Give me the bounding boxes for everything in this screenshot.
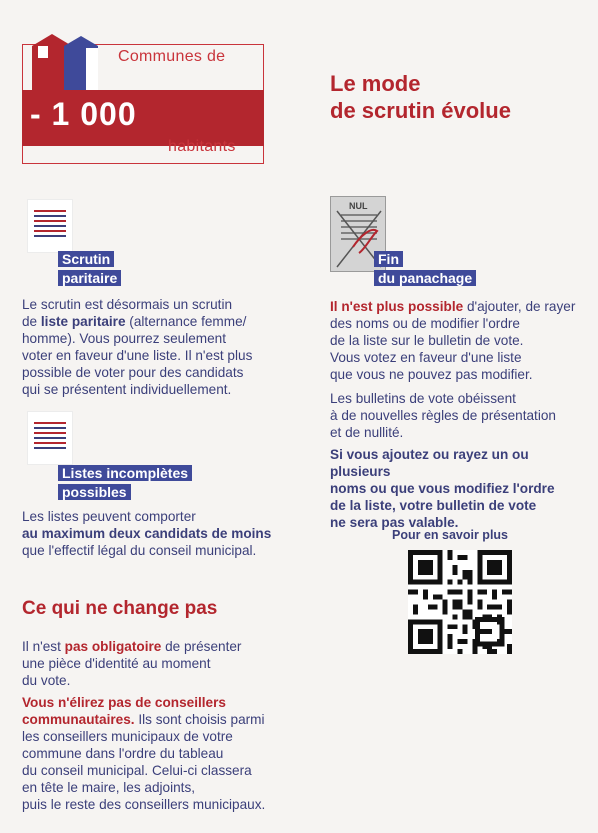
text-line: des noms ou de modifier l'ordre — [330, 316, 520, 331]
text-line: Si vous ajoutez ou rayez un ou plusieurs — [330, 447, 529, 479]
fin-tag — [374, 250, 476, 288]
listes-tag — [58, 464, 192, 502]
listes-text — [22, 508, 312, 559]
text-line: communautaires. Ils sont choisis parmi — [22, 712, 265, 727]
text-line: et de nullité. — [330, 425, 404, 440]
page-title — [330, 70, 511, 124]
text-line: Il n'est pas obligatoire de présenter — [22, 639, 242, 654]
text-line: du vote. — [22, 673, 71, 688]
text-line: Vous n'élirez pas de conseillers — [22, 695, 226, 710]
text-line: Vous votez en faveur d'une liste — [330, 350, 522, 365]
qr-label: Pour en savoir plus — [392, 528, 509, 542]
text-line: Le scrutin est désormais un scrutin — [22, 297, 233, 312]
population-banner — [22, 44, 264, 164]
text-line: possible de voter pour des candidats — [22, 365, 244, 380]
text-line: à de nouvelles règles de présentation — [330, 408, 556, 423]
listes-tag-line1: Listes incomplètes — [58, 465, 192, 481]
text-line: une pièce d'identité au moment — [22, 656, 211, 671]
text-line: au maximum deux candidats de moins — [22, 526, 272, 541]
text-line: Les listes peuvent comporter — [22, 509, 196, 524]
fin-text-3 — [330, 446, 592, 531]
fin-tag-line2: du panachage — [374, 270, 476, 286]
fin-text-2 — [330, 390, 592, 441]
text-line: homme). Vous pourrez seulement — [22, 331, 227, 346]
text-line: commune dans l'ordre du tableau — [22, 746, 224, 761]
null-ballot-label: NUL — [349, 201, 368, 211]
unchanged-text-1 — [22, 638, 322, 689]
text-line: que l'effectif légal du conseil municipal. — [22, 543, 257, 558]
ballot-list-icon — [28, 200, 72, 252]
fin-text-1 — [330, 298, 592, 383]
page-title-line2: de scrutin évolue — [330, 98, 511, 123]
text-line: de liste paritaire (alternance femme/ — [22, 314, 247, 329]
banner-number: - 1 000 — [30, 96, 137, 132]
qr-code[interactable] — [408, 550, 512, 654]
scrutin-tag-line1: Scrutin — [58, 251, 114, 267]
text-line: Les bulletins de vote obéissent — [330, 391, 516, 406]
text-line: ne sera pas valable. — [330, 515, 459, 530]
banner-top-text: Communes de — [118, 48, 226, 65]
text-line: Il n'est plus possible d'ajouter, de rayer — [330, 299, 576, 314]
building-icon — [64, 36, 98, 92]
text-line: du conseil municipal. Celui-ci classera — [22, 763, 252, 778]
ballot-list-icon — [28, 412, 72, 464]
text-line: qui se présentent individuellement. — [22, 382, 232, 397]
text-line: de la liste, votre bulletin de vote — [330, 498, 537, 513]
unchanged-text-2 — [22, 694, 322, 813]
scrutin-tag — [58, 250, 121, 288]
section-title: Ce qui ne change pas — [22, 598, 218, 619]
banner-bottom-text: habitants — [168, 138, 236, 155]
text-line: les conseillers municipaux de votre — [22, 729, 233, 744]
text-line: de la liste sur le bulletin de vote. — [330, 333, 524, 348]
listes-tag-line2: possibles — [58, 484, 131, 500]
page-title-line1: Le mode — [330, 71, 421, 96]
scrutin-tag-line2: paritaire — [58, 270, 121, 286]
scrutin-text — [22, 296, 302, 398]
text-line: puis le reste des conseillers municipaux. — [22, 797, 266, 812]
text-line: que vous ne pouvez pas modifier. — [330, 367, 533, 382]
text-line: noms ou que vous modifiez l'ordre — [330, 481, 555, 496]
text-line: voter en faveur d'une liste. Il n'est plus — [22, 348, 253, 363]
text-line: en tête le maire, les adjoints, — [22, 780, 196, 795]
fin-tag-line1: Fin — [374, 251, 403, 267]
